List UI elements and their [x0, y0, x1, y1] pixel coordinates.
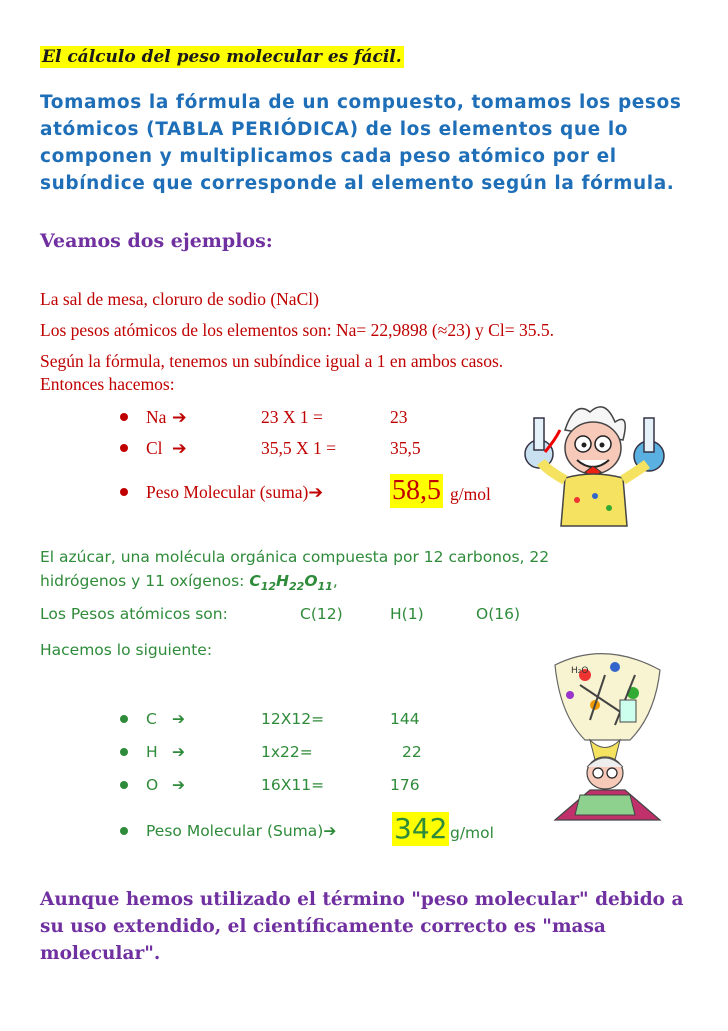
bullet-icon — [120, 488, 128, 496]
element-symbol: Na — [146, 406, 167, 427]
weights-label: Los Pesos atómicos son: — [40, 605, 228, 623]
example2-line1: El azúcar, una molécula orgánica compuesta por 12 carbonos, 22 — [40, 548, 550, 566]
example2-row-c — [120, 706, 420, 732]
result: 23 — [390, 407, 408, 427]
formula-c: C — [249, 572, 261, 590]
result: 35,5 — [390, 438, 421, 458]
example2-line2 — [40, 570, 338, 598]
example2-row-o — [120, 772, 420, 798]
page-title: El cálculo del peso molecular es fácil. — [42, 47, 402, 67]
element-symbol: O — [146, 775, 159, 794]
example2-total-row — [120, 812, 494, 850]
example2-weights-line — [40, 603, 560, 626]
formula-o: O — [304, 572, 318, 590]
arrow-icon: ➔ — [323, 821, 337, 840]
weight-oxygen: O(16) — [476, 605, 521, 623]
calculation: 23 X 1 = — [261, 407, 323, 427]
calculation: 12X12= — [261, 710, 325, 728]
example2-row-h — [120, 739, 422, 765]
scientist-illustration-2 — [535, 645, 675, 830]
arrow-icon: ➔ — [308, 481, 323, 502]
arrow-icon: ➔ — [172, 438, 187, 458]
bullet-icon — [120, 748, 128, 756]
closing-paragraph: Aunque hemos utilizado el término "peso molecular" debido a su uso extendido, el científicamente correcto es "masa molecular". — [40, 889, 684, 964]
example1-total-row — [120, 474, 491, 510]
result: 22 — [402, 743, 422, 761]
calculation: 16X11= — [261, 776, 325, 794]
total-label: Peso Molecular (Suma) — [146, 821, 324, 840]
element-symbol: C — [146, 709, 157, 728]
calculation: 35,5 X 1 = — [261, 438, 337, 458]
element-symbol: Cl — [146, 437, 163, 458]
bullet-icon — [120, 444, 128, 452]
example1-line3: Según la fórmula, tenemos un subíndice igual a 1 en ambos casos. — [40, 351, 504, 371]
total-value: 58,5 — [392, 475, 441, 506]
line2-text: hidrógenos y 11 oxígenos: — [40, 572, 250, 590]
element-symbol: H — [146, 742, 158, 761]
arrow-icon: ➔ — [172, 407, 187, 427]
example1-line4: Entonces hacemos: — [40, 374, 175, 394]
bullet-icon — [120, 827, 128, 835]
svg-text:H₂O: H₂O — [571, 666, 589, 676]
total-value: 342 — [394, 812, 448, 845]
result: 176 — [390, 776, 420, 794]
example1-line2: Los pesos atómicos de los elementos son: Na= 22,9898 (≈23) y Cl= 35.5. — [40, 320, 554, 340]
bullet-icon — [120, 781, 128, 789]
total-unit: g/mol — [450, 824, 494, 842]
example1-row-na — [120, 404, 408, 430]
scientist-illustration-1 — [505, 400, 675, 530]
arrow-icon: ➔ — [172, 710, 185, 728]
arrow-icon: ➔ — [172, 743, 185, 761]
weight-hydrogen: H(1) — [390, 605, 424, 623]
total-unit: g/mol — [450, 484, 491, 504]
bullet-icon — [120, 413, 128, 421]
formula-c-sub: 12 — [260, 580, 277, 594]
example2-line4: Hacemos lo siguiente: — [40, 641, 213, 659]
total-label: Peso Molecular (suma) — [146, 481, 309, 502]
formula-h: H — [276, 572, 289, 590]
formula-o-sub: 11 — [317, 580, 333, 594]
examples-heading: Veamos dos ejemplos: — [40, 230, 273, 252]
bullet-icon — [120, 715, 128, 723]
result: 144 — [390, 710, 420, 728]
formula-h-sub: 22 — [289, 580, 305, 594]
intro-paragraph: Tomamos la fórmula de un compuesto, tomamos los pesos atómicos (TABLA PERIÓDICA) de los elementos que lo componen y multiplicamos cada peso atómico por el subíndice que corresponde al elemento según la fórmula. — [40, 92, 682, 194]
formula-tail: , — [332, 572, 338, 590]
weight-carbon: C(12) — [300, 605, 343, 623]
example1-line1: La sal de mesa, cloruro de sodio (NaCl) — [40, 289, 319, 309]
arrow-icon: ➔ — [172, 776, 185, 794]
calculation: 1x22= — [261, 743, 313, 761]
example1-row-cl — [120, 435, 421, 461]
